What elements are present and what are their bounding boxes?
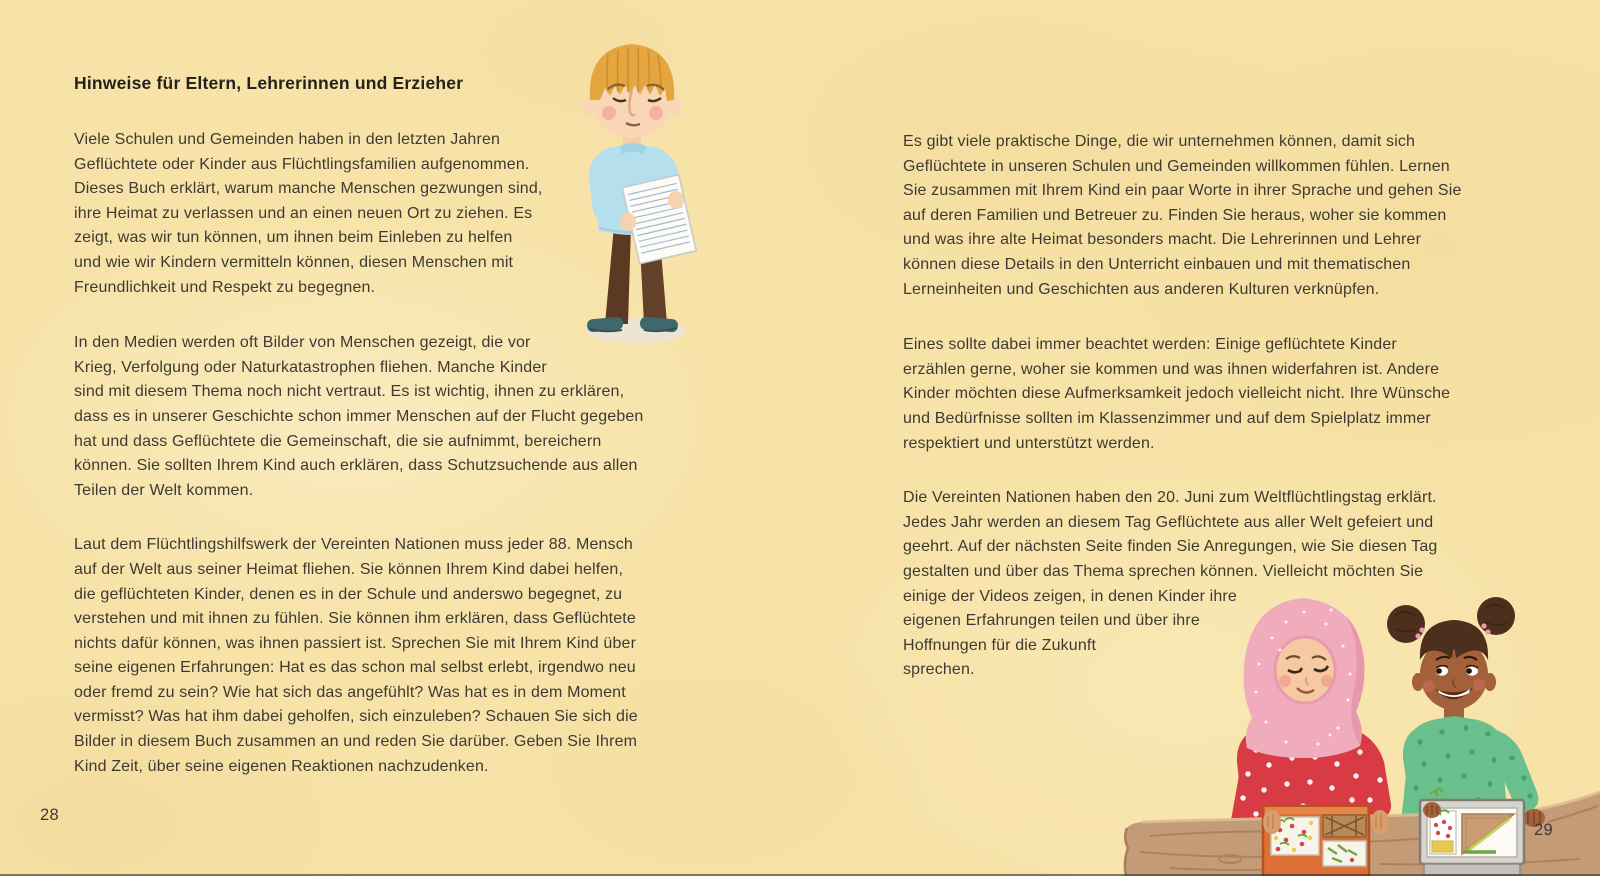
paragraph bbox=[903, 333, 1543, 456]
text-line: können diese Details in den Unterricht einbauen und mit thematischen bbox=[903, 255, 1411, 273]
page-number-right: 29 bbox=[1534, 821, 1553, 839]
text-line: sprechen. bbox=[903, 661, 975, 679]
text-line: die geflüchteten Kinder, denen es in der Schule und anderswo begegnet, zu bbox=[74, 585, 623, 603]
text-line: können. Sie sollten Ihrem Kind auch erklären, dass Schutzsuchende aus allen bbox=[74, 457, 638, 475]
paragraph bbox=[74, 331, 714, 503]
text-line: Krieg, Verfolgung oder Naturkatastrophen fliehen. Manche Kinder bbox=[74, 358, 547, 376]
text-line: Kinder möchten diese Aufmerksamkeit jedoch vielleicht nicht. Ihre Wünsche bbox=[903, 385, 1451, 403]
text-line: und wie wir Kindern vermitteln können, diesen Menschen mit bbox=[74, 253, 514, 271]
text-line: zeigt, was wir tun können, um ihnen beim Einleben zu helfen bbox=[74, 229, 513, 247]
text-line: dass es in unserer Geschichte schon immer Menschen auf der Flucht gegeben bbox=[74, 407, 644, 425]
text-line: Es gibt viele praktische Dinge, die wir unternehmen können, damit sich bbox=[903, 133, 1416, 150]
text-line: und was ihre alte Heimat besonders macht. Die Lehrerinnen und Lehrer bbox=[903, 231, 1422, 249]
boy-head bbox=[583, 44, 681, 138]
text-line: Geflüchtete in unseren Schulen und Gemeinden willkommen fühlen. Lernen bbox=[903, 157, 1450, 175]
page-number-left: 28 bbox=[40, 806, 59, 824]
paragraph bbox=[74, 533, 714, 779]
text-line: Kind Zeit, über seine eigenen Reaktionen nachzudenken. bbox=[74, 757, 489, 775]
text-line: Bilder in diesem Buch zusammen an und reden Sie darüber. Geben Sie Ihrem bbox=[74, 733, 638, 751]
buns-girl-left-hand bbox=[1423, 802, 1441, 818]
text-line: gestalten und über das Thema sprechen können. Vielleicht möchten Sie bbox=[903, 562, 1424, 580]
text-line: In den Medien werden oft Bilder von Menschen gezeigt, die vor bbox=[74, 334, 531, 352]
text-line: Viele Schulen und Gemeinden haben in den letzten Jahren bbox=[74, 131, 501, 148]
boy-left-hand bbox=[620, 213, 636, 231]
section-heading: Hinweise für Eltern, Lehrerinnen und Erzieher bbox=[74, 73, 464, 93]
text-line: und Bedürfnisse sollten im Klassenzimmer und auf dem Spielplatz immer bbox=[903, 409, 1431, 427]
text-line: geehrt. Auf der nächsten Seite finden Sie Anregungen, wie Sie diesen Tag bbox=[903, 538, 1438, 556]
boy-reading-illustration bbox=[560, 30, 720, 350]
text-line: Teilen der Welt kommen. bbox=[74, 481, 254, 499]
text-line: erzählen gerne, woher sie kommen und was ihnen widerfahren ist. Andere bbox=[903, 360, 1440, 378]
text-line: Hoffnungen für die Zukunft bbox=[903, 636, 1097, 654]
text-line: Lerneinheiten und Geschichten aus anderen Kulturen verknüpfen. bbox=[903, 280, 1380, 298]
text-line: Laut dem Flüchtlingshilfswerk der Vereinten Nationen muss jeder 88. Mensch bbox=[74, 536, 633, 554]
text-line: oder fremd zu sein? Wie hat sich das angefühlt? Was hat es in dem Moment bbox=[74, 683, 626, 701]
text-line: auf deren Familien und Betreuer zu. Finden Sie heraus, woher sie kommen bbox=[903, 206, 1447, 224]
text-line: respektiert und unterstützt werden. bbox=[903, 434, 1155, 452]
text-line: hat und dass Geflüchtete die Gemeinschaft, die sie aufnimmt, bereichern bbox=[74, 432, 602, 450]
text-line: eigenen Erfahrungen teilen und über ihre bbox=[903, 612, 1200, 630]
text-line: ihre Heimat zu verlassen und an einen neuen Ort zu ziehen. Es bbox=[74, 204, 533, 222]
girls-lunchboxes-illustration bbox=[1080, 580, 1600, 876]
clear-lunchbox bbox=[1420, 789, 1524, 876]
text-line: Dieses Buch erklärt, warum manche Menschen gezwungen sind, bbox=[74, 180, 543, 198]
text-line: sind mit diesem Thema noch nicht vertraut. Es ist wichtig, ihnen zu erklären, bbox=[74, 383, 625, 401]
paragraph bbox=[903, 130, 1543, 302]
text-line: auf der Welt aus seiner Heimat fliehen. Sie können Ihrem Kind dabei helfen, bbox=[74, 560, 624, 578]
text-line: seine eigenen Erfahrungen: Hat es das schon mal selbst erlebt, irgendwo neu bbox=[74, 659, 636, 677]
text-line: Sie zusammen mit Ihrem Kind ein paar Worte in ihrer Sprache und gehen Sie bbox=[903, 182, 1462, 200]
text-line: nichts dafür können, was ihnen passiert ist. Sprechen Sie mit Ihrem Kind über bbox=[74, 634, 637, 652]
text-line: verstehen und mit ihnen zu fühlen. Sie können ihm erklären, dass Geflüchtete bbox=[74, 610, 636, 628]
text-line: Geflüchtete oder Kinder aus Flüchtlingsfamilien aufgenommen. bbox=[74, 155, 530, 173]
text-line: Eines sollte dabei immer beachtet werden: Einige geflüchtete Kinder bbox=[903, 336, 1397, 354]
boy-right-hand bbox=[668, 191, 684, 209]
text-line: Freundlichkeit und Respekt zu begegnen. bbox=[74, 278, 376, 296]
text-line: einige der Videos zeigen, in denen Kinder ihre bbox=[903, 587, 1237, 605]
text-line: Die Vereinten Nationen haben den 20. Juni zum Weltflüchtlingstag erklärt. bbox=[903, 489, 1437, 507]
text-line: vermisst? Was hat ihm dabei geholfen, sich einzuleben? Schauen Sie sich die bbox=[74, 708, 638, 726]
text-line: Jedes Jahr werden an diesem Tag Geflüchtete aus aller Welt gefeiert und bbox=[903, 513, 1434, 531]
